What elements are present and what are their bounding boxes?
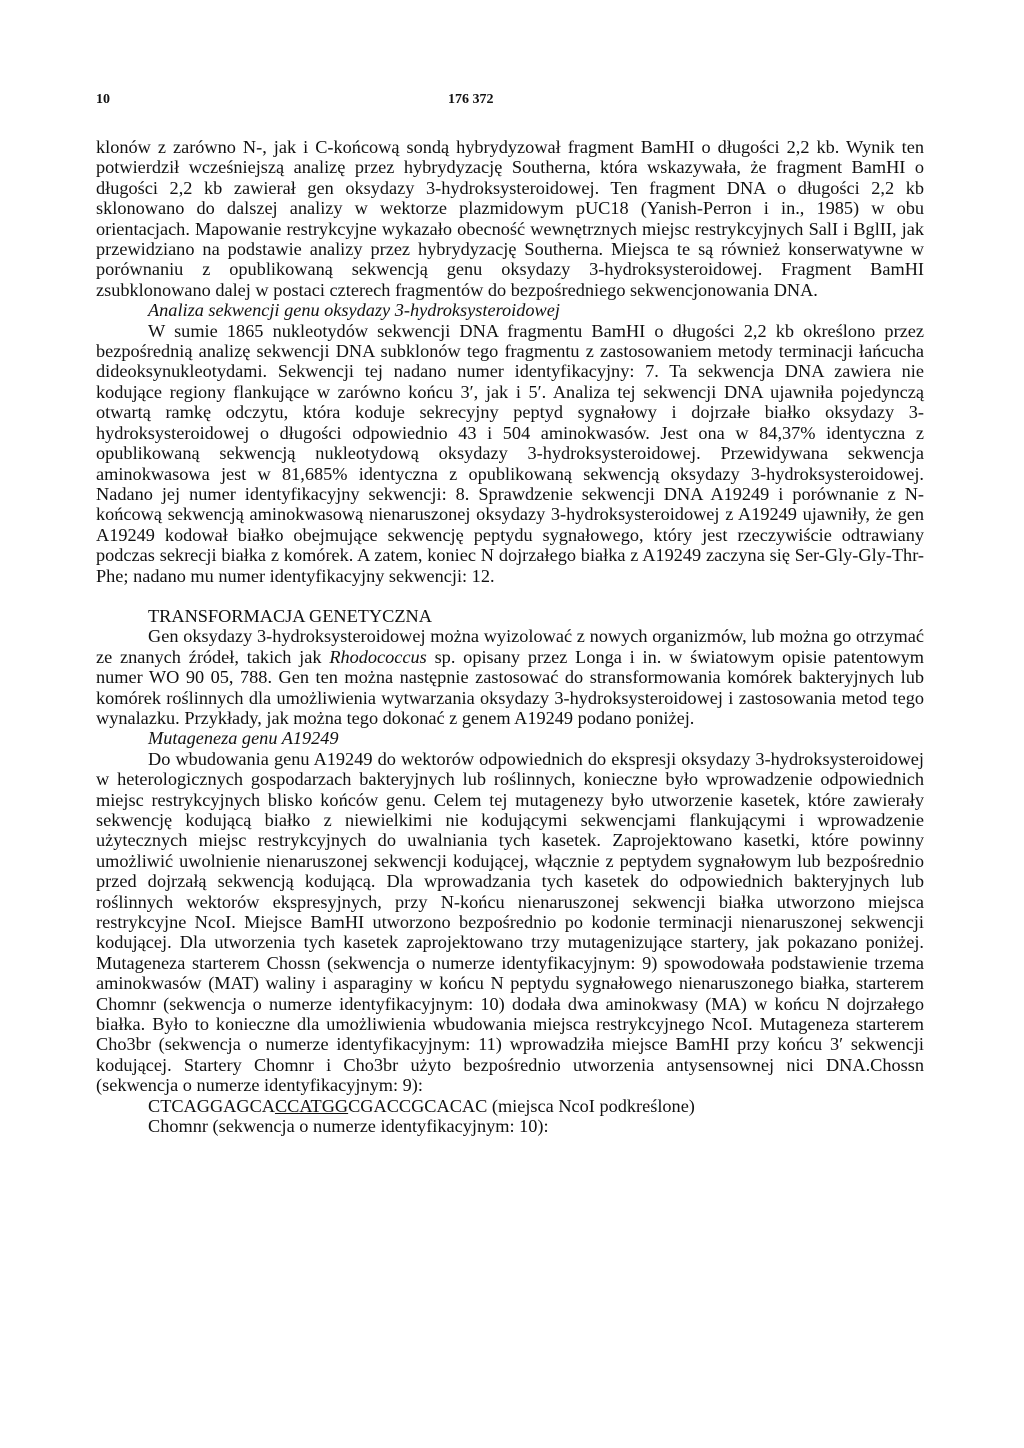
sequence-chossn [96,1096,924,1116]
paragraph-3 [96,626,924,728]
document-number: 176 372 [448,92,494,107]
sequence-chossn-suffix: CGACCGCACAC (miejsca NcoI podkreślone) [348,1095,695,1116]
sequence-chossn-prefix: CTCAGGAGCA [148,1095,275,1116]
paragraph-3-end: sp. opisany przez Longa i in. w światowym opisie patentowym numer WO 90 05, 788. Gen ten można następnie zastosować do stransformowania komórek bakteryjnych lub komórek roślinnych dla umożliwienia wytwarzania oksydazy 3-hydroksysteroidowej i zastosowania metod tego wynalazku. Przykłady, jak można tego dokonać z genem A19249 podano poniżej. [96,646,925,728]
section-title: TRANSFORMACJA GENETYCZNA [148,605,432,626]
spacer [96,586,924,606]
paragraph-4: Do wbudowania genu A19249 do wektorów odpowiednich do ekspresji oksydazy 3-hydroksysteroidowej w heterologicznych gospodarzach bakteryjnych lub roślinnych, konieczne było wprowadzenie odpowiednich miejsc restrykcyjnych blisko końców genu. Celem tej mutagenezy było utworzenie kasetek, które zawierały sekwencję kodującą białko z niewielkimi nie kodującymi sekwencjami flankującymi i wprowadzenie użytecznych miejsc restrykcyjnych do uwalniania tych kasetek. Zaprojektowano kasetki, które powinny umożliwić uwolnienie nienaruszonej sekwencji kodującej, włącznie z peptydem sygnałowym lub bezpośrednio przed dojrzałą sekwencją kodującą. Dla wprowadzania tych kasetek do odpowiednich bakteryjnych lub roślinnych wektorów ekspresyjnych, przy N-końcu nienaruszonej sekwencji białka utworzono miejsca restrykcyjne NcoI. Miejsce BamHI utworzono bezpośrednio po kodonie terminacji nienaruszonej sekwencji kodującej. Dla utworzenia tych kasetek zaprojektowano trzy mutagenizujące startery, jak pokazano poniżej. Mutageneza starterem Chossn (sekwencja o numerze identyfikacyjnym: 9) spowodowała podstawienie trzema aminokwasów (MAT) waliny i asparaginy w końcu N peptydu sygnałowego nienaruszonego białka, starterem Chomnr (sekwencja o numerze identyfikacyjnym: 10) dodała dwa aminokwasy (MA) w końcu N dojrzałego białka. Było to konieczne dla umożliwienia wbudowania miejsca restrykcyjnego NcoI. Mutageneza starterem Cho3br (sekwencja o numerze identyfikacyjnym: 11) wprowadziła miejsce BamHI przy końcu 3′ sekwencji kodującej. Startery Chomnr i Cho3br użyto bezpośrednio utworzenia antysensownej nici DNA.Chossn (sekwencja o numerze identyfikacyjnym: 9): [96,748,924,1096]
page-header [96,92,924,116]
sequence-chomnr-label: Chomnr (sekwencja o numerze identyfikacyjnym: 10): [148,1116,549,1137]
page-number: 10 [96,92,110,107]
paragraph-3-genus: Rhodococcus [329,646,427,667]
paragraph-3-start: Gen oksydazy 3-hydroksysteroidowej można wyizolować z nowych organizmów, lub można go otrzymać ze znanych źródeł, takich jak [96,626,924,667]
body-text [96,137,924,1137]
paragraph-2: W sumie 1865 nukleotydów sekwencji DNA fragmentu BamHI o długości 2,2 kb określono przez bezpośrednią analizę sekwencji DNA subklonów tego fragmentu z zastosowaniem metody terminacji łańcucha dideoksynukleotydami. Sekwencji tej nadano numer identyfikacyjny: 7. Ta sekwencja DNA zawiera nie kodujące regiony flankujące w zarówno końcu 3′, jak i 5′. Analiza tej sekwencji DNA ujawniła pojedynczą otwartą ramkę odczytu, która koduje sekrecyjny peptyd sygnałowy i dojrzałe białko oksydazy 3-hydroksysteroidowej o długości odpowiednio 43 i 504 aminokwasów. Jest ona w 84,37% identyczna z opublikowaną sekwencją nukleotydową oksydazy 3-hydroksysteroidowej. Przewidywana sekwencja aminokwasowa jest w 81,685% identyczna z opublikowaną sekwencją oksydazy 3-hydroksysteroidowej. Nadano jej numer identyfikacyjny sekwencji: 8. Sprawdzenie sekwencji DNA A19249 i porównanie z N-końcową sekwencją aminokwasową nienaruszonej oksydazy 3-hydroksysteroidowej z A19249 ujawniły, że gen A19249 kodował białko obejmujące sekwencję peptydu sygnałowego, który jest rzeczywiście odtrawiany podczas sekrecji białka z komórek. A zatem, koniec N dojrzałego białka z A19249 zaczyna się Ser-Gly-Gly-Thr-Phe; nadano mu numer identyfikacyjny sekwencji: 12. [96,320,924,586]
subheading-sequence-analysis: Analiza sekwencji genu oksydazy 3-hydroksysteroidowej [148,300,560,321]
subheading-mutagenesis: Mutageneza genu A19249 [148,728,339,749]
paragraph-1: klonów z zarówno N-, jak i C-końcową sondą hybrydyzował fragment BamHI o długości 2,2 kb. Wynik ten potwierdził wcześniejszą analizę przez hybrydyzację Southerna, która wskazywała, że fragment BamHI o długości 2,2 kb zawierał gen oksydazy 3-hydroksysteroidowej. Ten fragment DNA o długości 2,2 kb sklonowano do dalszej analizy w wektorze plazmidowym pUC18 (Yanish-Perron i in., 1985) w obu orientacjach. Mapowanie restrykcyjne wykazało obecność wewnętrznych miejsc restrykcyjnych SalI i BglII, jak przewidziano na podstawie analizy przez hybrydyzację Southerna. Miejsca te są również konserwatywne w porównaniu z opublikowaną sekwencją genu oksydazy 3-hydroksysteroidowej. Fragment BamHI zsubklonowano dalej w postaci czterech fragmentów do bezpośredniego sekwencjonowania DNA. [96,137,924,300]
sequence-chossn-ncoi-site: CCATGG [274,1095,349,1116]
